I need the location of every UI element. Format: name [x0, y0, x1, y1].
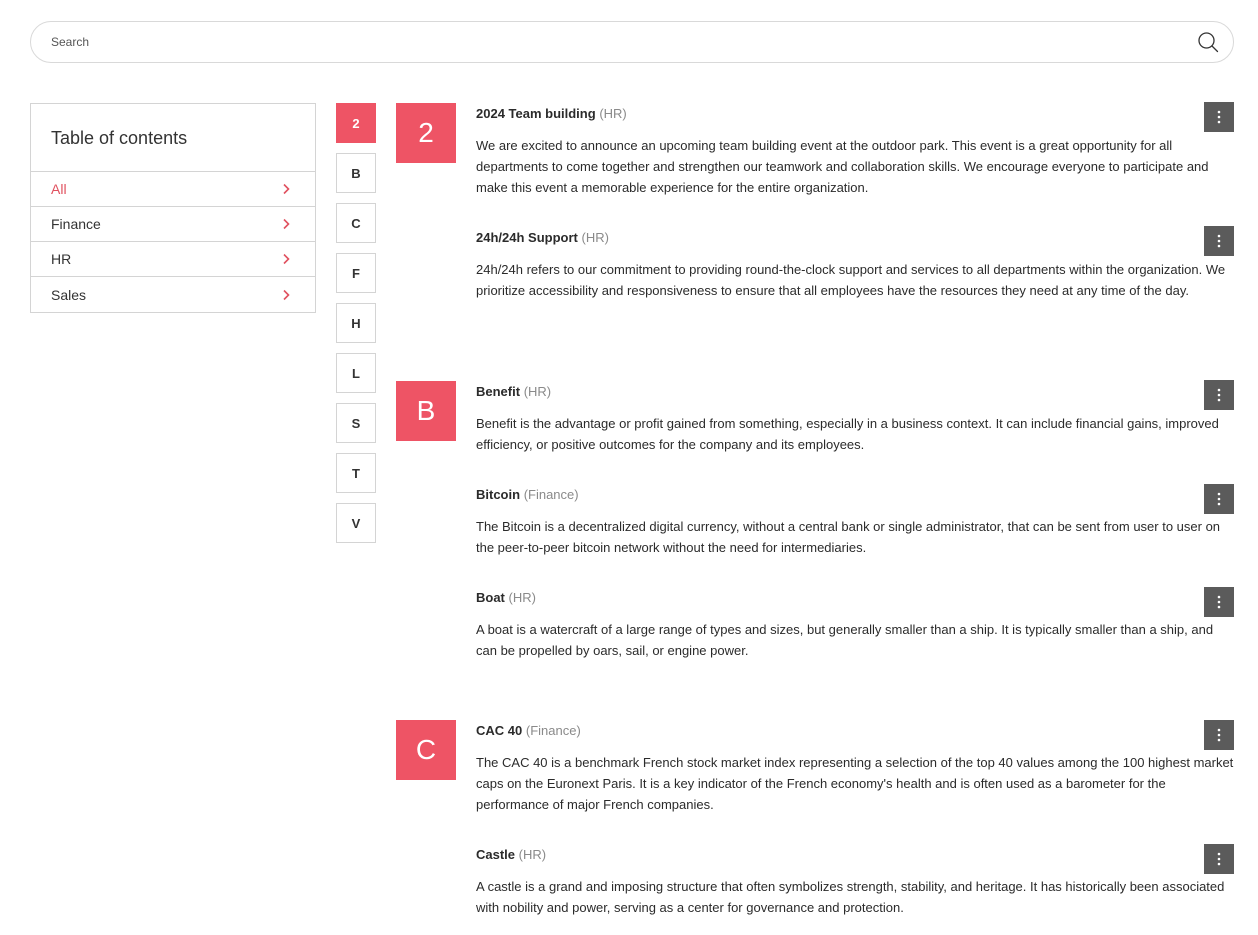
- glossary-entry: [476, 485, 1234, 558]
- entry-header: [476, 721, 1234, 741]
- entry-description: The CAC 40 is a benchmark French stock market index representing a selection of the top 40 values among the 100 highest market caps on the Euronext Paris. It is a key indicator of the French economy's health and is often used as a barometer for the performance of major French companies.: [476, 755, 1234, 812]
- chevron-right-icon: [281, 289, 291, 301]
- more-vertical-icon: [1217, 388, 1221, 402]
- toc-item-label: HR: [51, 251, 72, 267]
- letter-button-v[interactable]: V: [336, 503, 376, 543]
- entry-menu-button[interactable]: [1204, 226, 1234, 256]
- entry-description: 24h/24h refers to our commitment to providing round-the-clock support and services to all departments within the organization. We prioritize accessibility and responsiveness to ensure that all employees have the resources they need at any time of the day.: [476, 262, 1226, 298]
- glossary-entry: [476, 382, 1234, 455]
- more-vertical-icon: [1217, 234, 1221, 248]
- entry-category: (HR): [599, 106, 627, 121]
- entry-category: (HR): [581, 230, 609, 245]
- group-letter-badge: C: [396, 720, 456, 780]
- glossary-entry: [476, 845, 1234, 918]
- glossary-entry: [476, 588, 1234, 661]
- search-icon[interactable]: [1197, 31, 1219, 53]
- entry-menu-button[interactable]: [1204, 844, 1234, 874]
- entry-name: Boat: [476, 590, 505, 605]
- chevron-right-icon: [281, 218, 291, 230]
- entry-name: 24h/24h Support: [476, 230, 578, 245]
- chevron-right-icon: [281, 183, 291, 195]
- letter-index: [336, 103, 376, 553]
- toc-title: Table of contents: [31, 104, 315, 172]
- entry-description: We are excited to announce an upcoming team building event at the outdoor park. This event is a great opportunity for all departments to come together and strengthen our teamwork and collaboration skills. We encourage everyone to participate and make this event a memorable experience for the entire organization.: [476, 138, 1209, 195]
- entry-menu-button[interactable]: [1204, 484, 1234, 514]
- more-vertical-icon: [1217, 110, 1221, 124]
- letter-button-f[interactable]: F: [336, 253, 376, 293]
- entry-category: (Finance): [523, 487, 579, 502]
- letter-button-t[interactable]: T: [336, 453, 376, 493]
- search-bar: [30, 21, 1234, 63]
- letter-button-l[interactable]: L: [336, 353, 376, 393]
- entry-menu-button[interactable]: [1204, 380, 1234, 410]
- toc-item-label: All: [51, 181, 67, 197]
- entry-header: [476, 845, 1234, 865]
- search-input[interactable]: [31, 22, 1197, 62]
- table-of-contents: [30, 103, 316, 313]
- entry-name: Castle: [476, 847, 516, 862]
- group-letter-badge: 2: [396, 103, 456, 163]
- toc-item-all[interactable]: [31, 172, 315, 207]
- entry-category: (HR): [518, 847, 547, 862]
- letter-button-2[interactable]: 2: [336, 103, 376, 143]
- toc-item-hr[interactable]: [31, 242, 315, 277]
- glossary-entry: [476, 104, 1234, 198]
- entry-description: Benefit is the advantage or profit gained from something, especially in a business context. It can include financial gains, improved efficiency, or positive outcomes for the company and its employees.: [476, 416, 1219, 452]
- entry-category: (HR): [523, 384, 552, 399]
- letter-button-s[interactable]: S: [336, 403, 376, 443]
- entry-name: Bitcoin: [476, 487, 521, 502]
- glossary-entry: [476, 721, 1234, 815]
- entry-description: A boat is a watercraft of a large range of types and sizes, but generally smaller than a ship. It is typically smaller than a ship, and can be propelled by oars, sail, or engine power.: [476, 622, 1214, 658]
- toc-item-label: Finance: [51, 216, 101, 232]
- entry-header: [476, 588, 1234, 608]
- toc-item-finance[interactable]: [31, 207, 315, 242]
- entry-category: (HR): [508, 590, 536, 605]
- entry-name: 2024 Team building: [476, 106, 596, 121]
- more-vertical-icon: [1217, 852, 1221, 866]
- entry-header: [476, 228, 1234, 248]
- entry-category: (Finance): [525, 723, 581, 738]
- entry-name: CAC 40: [476, 723, 523, 738]
- toc-item-sales[interactable]: [31, 277, 315, 312]
- entry-header: [476, 382, 1234, 402]
- entry-menu-button[interactable]: [1204, 720, 1234, 750]
- entry-header: [476, 485, 1234, 505]
- entry-menu-button[interactable]: [1204, 102, 1234, 132]
- toc-item-label: Sales: [51, 286, 87, 303]
- letter-button-c[interactable]: C: [336, 203, 376, 243]
- entry-menu-button[interactable]: [1204, 587, 1234, 617]
- chevron-right-icon: [281, 253, 291, 265]
- entry-description: The Bitcoin is a decentralized digital currency, without a central bank or single administrator, that can be sent from user to user on the peer-to-peer bitcoin network without the need for intermediaries.: [476, 519, 1221, 555]
- more-vertical-icon: [1217, 492, 1221, 506]
- entry-header: [476, 104, 1234, 124]
- group-letter-badge: B: [396, 381, 456, 441]
- letter-button-b[interactable]: B: [336, 153, 376, 193]
- more-vertical-icon: [1217, 595, 1221, 609]
- glossary-entry: [476, 228, 1234, 301]
- letter-button-h[interactable]: H: [336, 303, 376, 343]
- entry-description: A castle is a grand and imposing structure that often symbolizes strength, stability, and heritage. It has historically been associated with nobility and power, serving as a center for governance and protection.: [476, 879, 1225, 915]
- more-vertical-icon: [1217, 728, 1221, 742]
- entry-name: Benefit: [476, 384, 521, 399]
